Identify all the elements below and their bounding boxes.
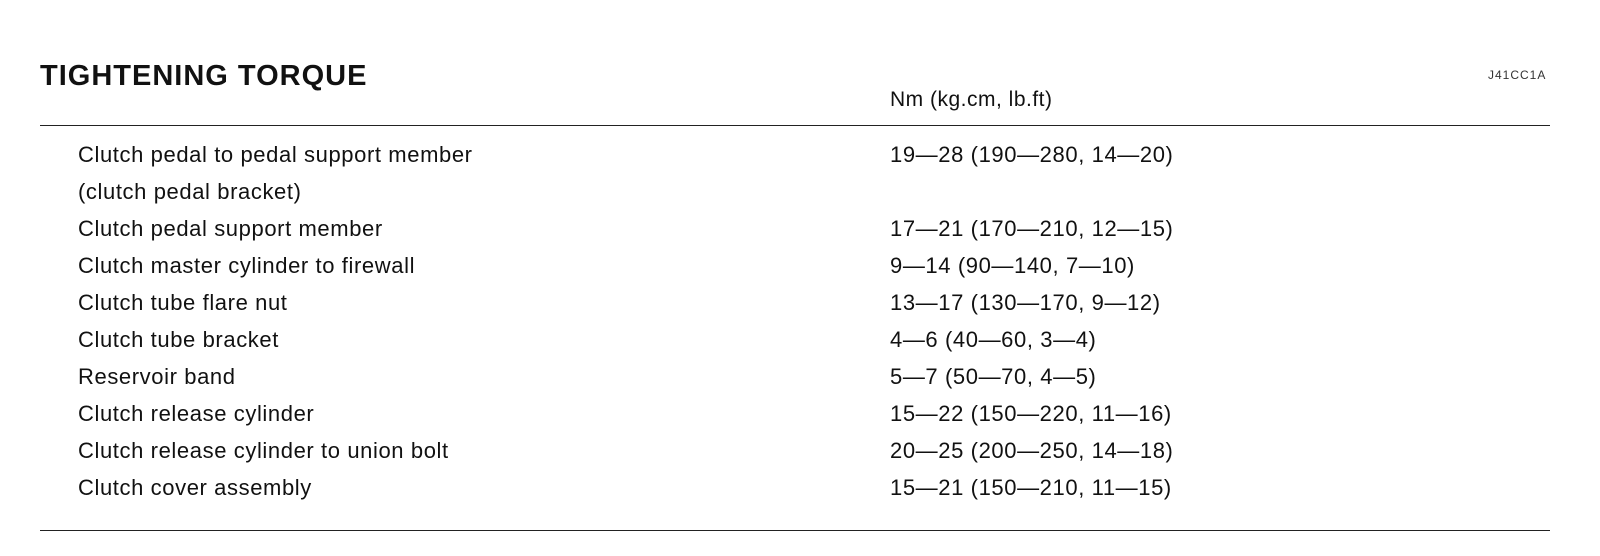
row-torque: 13—17 (130—170, 9—12) xyxy=(890,290,1161,315)
row-torque: 15—21 (150—210, 11—15) xyxy=(890,475,1172,500)
row-torque: 4—6 (40—60, 3—4) xyxy=(890,327,1097,352)
unit-header: Nm (kg.cm, lb.ft) xyxy=(890,88,1053,111)
row-item: Clutch release cylinder to union bolt xyxy=(78,438,449,463)
row-item: Clutch cover assembly xyxy=(78,475,312,500)
table-row xyxy=(0,395,1600,432)
row-torque: 19—28 (190—280, 14—20) xyxy=(890,142,1174,167)
table-row xyxy=(0,136,1600,173)
table-row xyxy=(0,210,1600,247)
row-item: Clutch pedal support member xyxy=(78,216,383,241)
row-item: Clutch release cylinder xyxy=(78,401,315,426)
row-torque: 15—22 (150—220, 11—16) xyxy=(890,401,1172,426)
document-code: J41CC1A xyxy=(1488,68,1547,82)
table-row xyxy=(0,284,1600,321)
table-row xyxy=(0,247,1600,284)
row-torque: 20—25 (200—250, 14—18) xyxy=(890,438,1174,463)
row-torque: 17—21 (170—210, 12—15) xyxy=(890,216,1174,241)
row-item: (clutch pedal bracket) xyxy=(78,179,302,204)
table-row xyxy=(0,469,1600,506)
row-torque: 5—7 (50—70, 4—5) xyxy=(890,364,1097,389)
row-item: Reservoir band xyxy=(78,364,236,389)
bottom-divider xyxy=(40,530,1550,531)
table-row xyxy=(0,321,1600,358)
page-title: TIGHTENING TORQUE xyxy=(40,60,368,92)
row-item: Clutch tube bracket xyxy=(78,327,279,352)
torque-table xyxy=(0,136,1600,506)
row-item: Clutch tube flare nut xyxy=(78,290,288,315)
row-item: Clutch master cylinder to firewall xyxy=(78,253,416,278)
table-row xyxy=(0,173,1600,210)
row-item: Clutch pedal to pedal support member xyxy=(78,142,473,167)
table-row xyxy=(0,358,1600,395)
row-torque: 9—14 (90—140, 7—10) xyxy=(890,253,1135,278)
top-divider xyxy=(40,125,1550,126)
table-row xyxy=(0,432,1600,469)
